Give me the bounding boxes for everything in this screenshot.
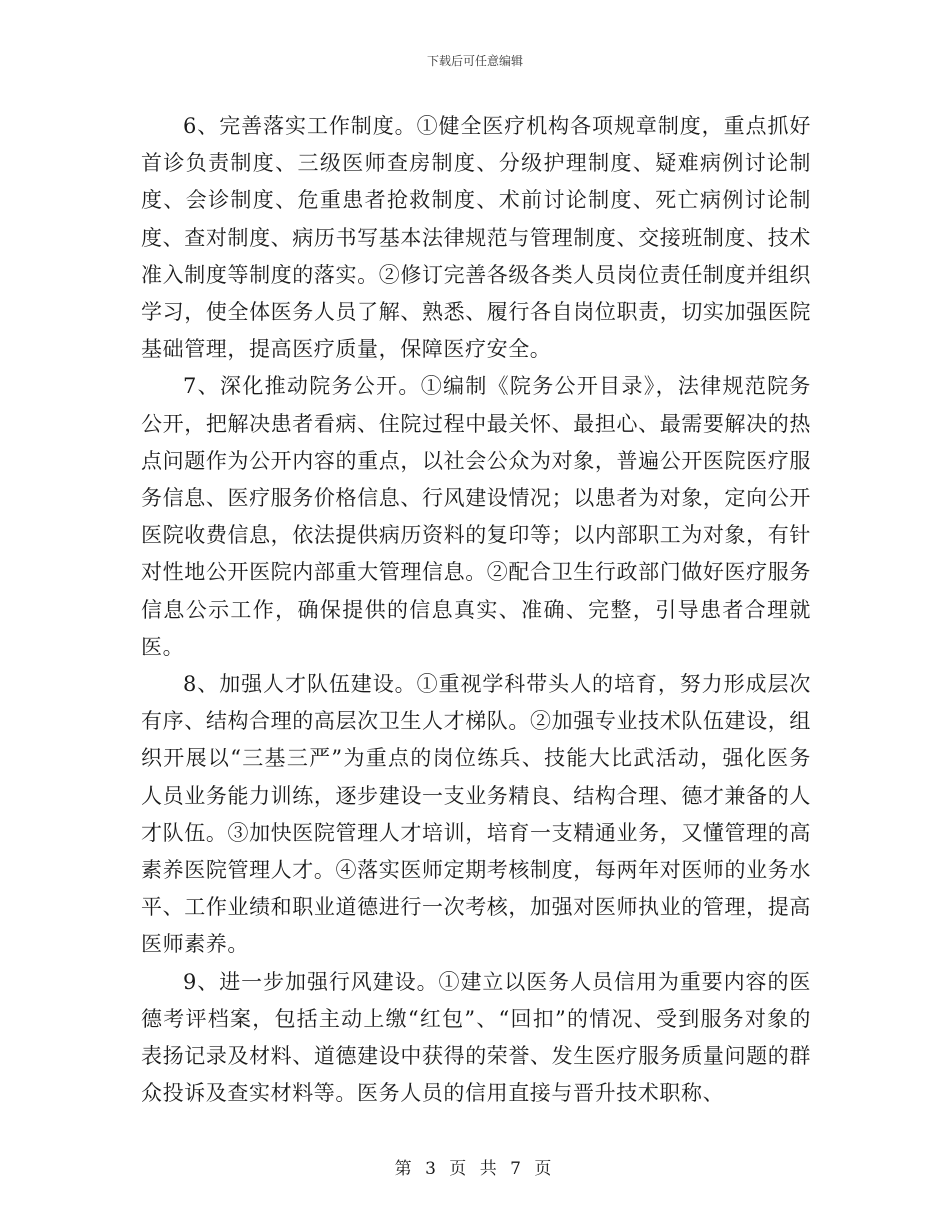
paragraph-7: 7、深化推动院务公开。①编制《院务公开目录》，法律规范院务公开，把解决患者看病、住院过程中最关怀、最担心、最需要解决的热点问题作为公开内容的重点，以社会公众为对象，普遍公开医院医疗服务信息、医疗服务价格信息、行风建设情况；以患者为对象，定向公开医院收费信息，依法提供病历资料的复印等；以内部职工为对象，有针对性地公开医院内部重大管理信息。②配合卫生行政部门做好医疗服务信息公示工作，确保提供的信息真实、准确、完整，引导患者合理就医。 [141,374,811,659]
page-footer: 第 3 页 共 7 页 [394,1159,556,1179]
page-header: 下载后可任意编辑 [426,54,523,68]
paragraph-8: 8、加强人才队伍建设。①重视学科带头人的培育，努力形成层次有序、结构合理的高层次卫生人才梯队。②加强专业技术队伍建设，组织开展以“三基三严”为重点的岗位练兵、技能大比武活动，强化医务人员业务能力训练，逐步建设一支业务精良、结构合理、德才兼备的人才队伍。③加快医院管理人才培训，培育一支精通业务，又懂管理的高素养医院管理人才。④落实医师定期考核制度，每两年对医师的业务水平、工作业绩和职业道德进行一次考核，加强对医师执业的管理，提高医师素养。 [141,672,811,957]
paragraph-9: 9、进一步加强行风建设。①建立以医务人员信用为重要内容的医德考评档案，包括主动上缴“红包”、“回扣”的情况、受到服务对象的表扬记录及材料、道德建设中获得的荣誉、发生医疗服务质量问题的群众投诉及查实材料等。医务人员的信用直接与晋升技术职称、 [141,969,811,1106]
paragraph-6: 6、完善落实工作制度。①健全医疗机构各项规章制度，重点抓好首诊负责制度、三级医师查房制度、分级护理制度、疑难病例讨论制度、会诊制度、危重患者抢救制度、术前讨论制度、死亡病例讨论制度、查对制度、病历书写基本法律规范与管理制度、交接班制度、技术准入制度等制度的落实。②修订完善各级各类人员岗位责任制度并组织学习，使全体医务人员了解、熟悉、履行各自岗位职责，切实加强医院基础管理，提高医疗质量，保障医疗安全。 [141,114,811,362]
document-body [141,108,811,1112]
